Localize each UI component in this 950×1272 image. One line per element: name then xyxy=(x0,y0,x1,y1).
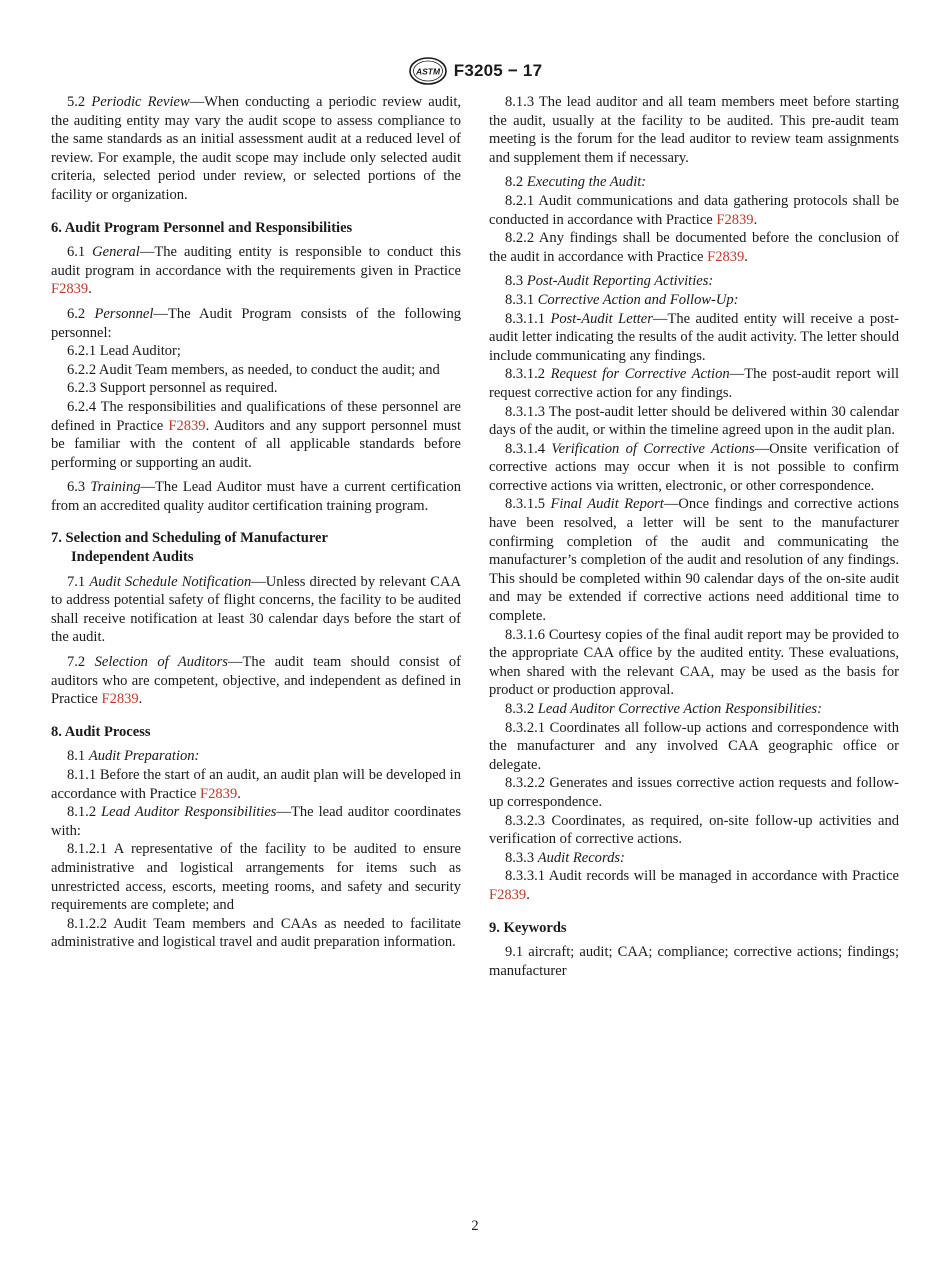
section-8-3-2: 8.3.2 Lead Auditor Corrective Action Responsibilities: xyxy=(505,701,822,717)
ref-link[interactable]: F2839 xyxy=(101,691,139,708)
section-8-3-1-6: 8.3.1.6 Courtesy copies of the final audit report may be provided to the appropriate CAA office by the audited entity. These evaluations, when shared with the relevant CAA, may be used as the basis for product or production approval. xyxy=(489,626,899,699)
heading-8: 8. Audit Process xyxy=(51,723,151,740)
ref-link[interactable]: F2839 xyxy=(51,281,89,298)
section-8-3-3-1: 8.3.3.1 Audit records will be managed in accordance with Practice F2839. xyxy=(489,868,899,903)
section-8-3-1-4: 8.3.1.4 Verification of Corrective Actions—Onsite verification of corrective actions may occur when it is not possible to confirm corrective actions via written, electronic, or other correspondence. xyxy=(489,440,899,494)
section-8-3-1-5: 8.3.1.5 Final Audit Report—Once findings and corrective actions have been resolved, a letter will be sent to the manufacturer confirming completion of the audit and communicating the manufacturer’s completion of the audit and resolution of any findings. This should be completed within 90 calendar days of the on-site audit and may be extended if corrective actions need additional time to complete. xyxy=(489,496,900,625)
section-8-2-2: 8.2.2 Any findings shall be documented before the conclusion of the audit in accordance with Practice F2839. xyxy=(489,230,899,265)
right-column xyxy=(489,93,899,980)
section-7-2: 7.2 Selection of Auditors—The audit team should consist of auditors who are competent, objective, and independent as defined in Practice F2839. xyxy=(51,654,461,708)
section-8-1-2-1: 8.1.2.1 A representative of the facility to be audited to ensure administrative and logistical arrangements for items such as unrestricted access, escorts, meeting rooms, and safety and security requirements are complete; and xyxy=(51,841,461,914)
page-header xyxy=(0,56,950,86)
document-id: F3205 − 17 xyxy=(453,61,543,80)
section-8-1-1: 8.1.1 Before the start of an audit, an audit plan will be developed in accordance with Practice F2839. xyxy=(51,767,461,802)
section-9-1: 9.1 aircraft; audit; CAA; compliance; corrective actions; findings; manufacturer xyxy=(489,944,899,979)
page-number: 2 xyxy=(471,1218,479,1234)
section-8-3: 8.3 Post-Audit Reporting Activities: xyxy=(505,273,714,290)
astm-logo-text: ASTM xyxy=(415,66,440,77)
heading-9: 9. Keywords xyxy=(489,919,567,936)
section-5-2: 5.2 Periodic Review—When conducting a periodic review audit, the auditing entity may vary the audit scope to assess compliance to the same standards as an initial assessment audit at a reduced level of review. For example, the audit scope may include only selected audit criteria, selected period under review, or selected portions of the facility or organization. xyxy=(51,94,461,203)
section-6-3: 6.3 Training—The Lead Auditor must have a current certification from an accredited quality auditor certification training program. xyxy=(51,479,462,514)
section-8-1-3: 8.1.3 The lead auditor and all team members meet before starting the audit, usually at the facility to be audited. This pre-audit team meeting is the forum for the lead auditor to review team assignments and supplement them if necessary. xyxy=(489,94,899,166)
section-6-2-3: 6.2.3 Support personnel as required. xyxy=(67,380,278,397)
section-8-1-2-2: 8.1.2.2 Audit Team members and CAAs as needed to facilitate administrative and logistical travel and audit preparation information. xyxy=(51,915,461,951)
section-6-2-4: 6.2.4 The responsibilities and qualifications of these personnel are defined in Practice F2839. Auditors and any support personnel must be familiar with the content of all applicable standards before performing or supporting an audit. xyxy=(51,398,461,471)
section-8-3-2-2: 8.3.2.2 Generates and issues corrective action requests and follow-up correspondence. xyxy=(489,775,899,810)
section-6-2-2: 6.2.2 Audit Team members, as needed, to conduct the audit; and xyxy=(67,361,440,378)
heading-6: 6. Audit Program Personnel and Responsibilities xyxy=(51,219,353,236)
section-8-2: 8.2 Executing the Audit: xyxy=(505,174,647,191)
section-8-3-1-3: 8.3.1.3 The post-audit letter should be delivered within 30 calendar days of the audit, or within the timeline agreed upon in the audit plan. xyxy=(489,403,899,439)
astm-logo-icon xyxy=(408,56,448,86)
section-6-2-1: 6.2.1 Lead Auditor; xyxy=(67,343,181,360)
left-column xyxy=(51,93,461,952)
section-7-1: 7.1 Audit Schedule Notification—Unless directed by relevant CAA to address potential safety of flight concerns, the facility to be audited shall receive notification at least 30 calendar days before the start of the audit. xyxy=(51,573,461,646)
section-6-2: 6.2 Personnel—The Audit Program consists of the following personnel: xyxy=(51,305,461,341)
section-8-1: 8.1 Audit Preparation: xyxy=(67,748,200,765)
ref-link[interactable]: F2839 xyxy=(489,886,527,903)
section-8-3-1-1: 8.3.1.1 Post-Audit Letter—The audited entity will receive a post-audit letter indicating the results of the audit activity. The letter should include communicating any findings. xyxy=(489,310,899,364)
section-8-3-1: 8.3.1 Corrective Action and Follow-Up: xyxy=(505,291,739,308)
ref-link[interactable]: F2839 xyxy=(200,785,238,802)
ref-link[interactable]: F2839 xyxy=(707,248,745,265)
section-8-3-2-3: 8.3.2.3 Coordinates, as required, on-site follow-up activities and verification of corrective actions. xyxy=(489,812,899,848)
section-8-1-2: 8.1.2 Lead Auditor Responsibilities—The lead auditor coordinates with: xyxy=(51,804,462,839)
section-8-3-3: 8.3.3 Audit Records: xyxy=(505,849,625,866)
section-8-2-1: 8.2.1 Audit communications and data gathering protocols shall be conducted in accordance with Practice F2839. xyxy=(489,192,899,228)
section-6-1: 6.1 General—The auditing entity is responsible to conduct this audit program in accordance with the requirements given in Practice F2839. xyxy=(51,244,461,298)
ref-link[interactable]: F2839 xyxy=(168,417,206,434)
heading-7: 7. Selection and Scheduling of Manufacturer Independent Audits xyxy=(51,530,328,566)
section-8-3-2-1: 8.3.2.1 Coordinates all follow-up actions and correspondence with the manufacturer and any involved CAA geographic office or delegate. xyxy=(489,719,899,773)
ref-link[interactable]: F2839 xyxy=(716,211,754,228)
section-8-3-1-2: 8.3.1.2 Request for Corrective Action—The post-audit report will request corrective action for any findings. xyxy=(489,366,900,401)
